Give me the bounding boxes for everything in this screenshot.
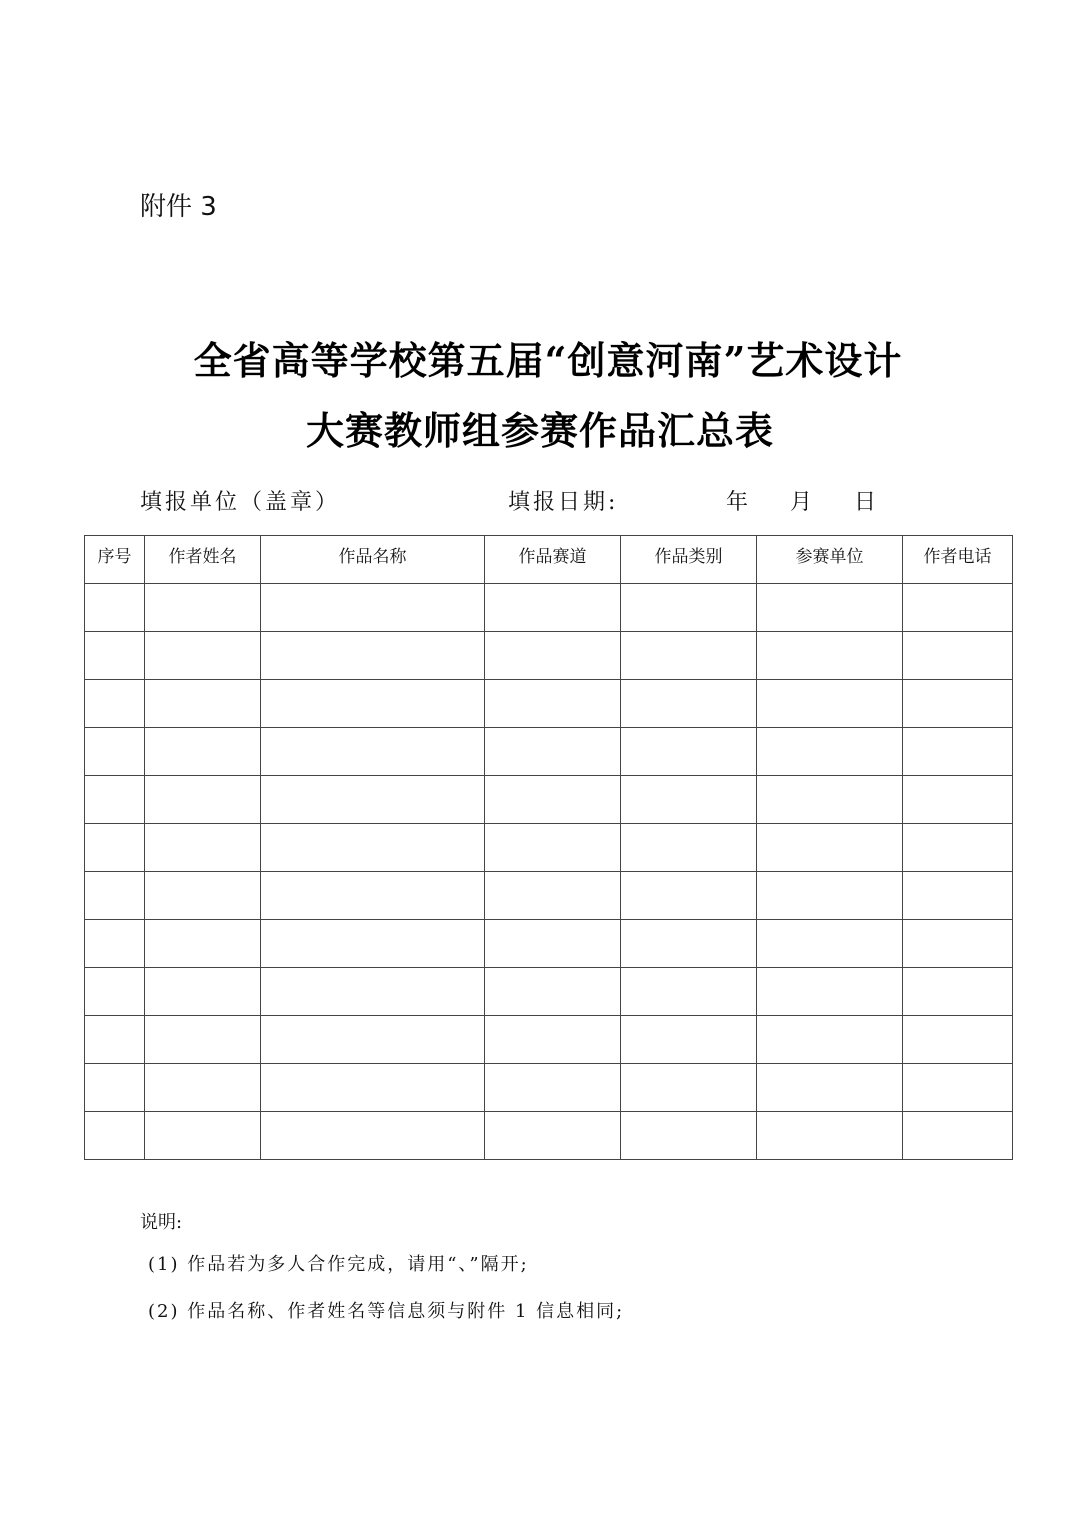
cell-author-phone[interactable]	[903, 680, 1013, 728]
cell-author-name[interactable]	[145, 776, 261, 824]
cell-entrant-unit[interactable]	[757, 1112, 903, 1160]
cell-work-track[interactable]	[485, 824, 621, 872]
cell-work-category[interactable]	[621, 920, 757, 968]
cell-entrant-unit[interactable]	[757, 824, 903, 872]
cell-index[interactable]	[85, 920, 145, 968]
cell-work-track[interactable]	[485, 632, 621, 680]
cell-work-track[interactable]	[485, 728, 621, 776]
cell-work-track[interactable]	[485, 1064, 621, 1112]
table-row	[85, 968, 1013, 1016]
cell-author-name[interactable]	[145, 872, 261, 920]
table-row	[85, 776, 1013, 824]
cell-work-category[interactable]	[621, 1016, 757, 1064]
cell-author-phone[interactable]	[903, 824, 1013, 872]
cell-author-phone[interactable]	[903, 584, 1013, 632]
cell-work-track[interactable]	[485, 776, 621, 824]
fill-date-label: 填报日期:	[508, 490, 619, 515]
cell-work-category[interactable]	[621, 872, 757, 920]
cell-work-title[interactable]	[261, 728, 485, 776]
document-title-line1: 全省高等学校第五届“创意河南”艺术设计	[193, 338, 903, 383]
cell-entrant-unit[interactable]	[757, 584, 903, 632]
cell-work-category[interactable]	[621, 680, 757, 728]
cell-author-phone[interactable]	[903, 1064, 1013, 1112]
cell-work-category[interactable]	[621, 968, 757, 1016]
cell-work-track[interactable]	[485, 584, 621, 632]
table-row	[85, 920, 1013, 968]
cell-author-name[interactable]	[145, 728, 261, 776]
document-title-line2: 大赛教师组参赛作品汇总表	[305, 408, 774, 453]
cell-work-track[interactable]	[485, 872, 621, 920]
cell-entrant-unit[interactable]	[757, 728, 903, 776]
cell-index[interactable]	[85, 1016, 145, 1064]
cell-entrant-unit[interactable]	[757, 872, 903, 920]
table-row	[85, 1112, 1013, 1160]
cell-author-phone[interactable]	[903, 920, 1013, 968]
cell-work-title[interactable]	[261, 824, 485, 872]
cell-entrant-unit[interactable]	[757, 776, 903, 824]
header-work-category: 作品类别	[621, 536, 757, 584]
cell-work-track[interactable]	[485, 968, 621, 1016]
cell-author-phone[interactable]	[903, 968, 1013, 1016]
header-work-track: 作品赛道	[485, 536, 621, 584]
summary-table	[84, 535, 1013, 1160]
cell-author-name[interactable]	[145, 632, 261, 680]
table-row	[85, 584, 1013, 632]
table-row	[85, 872, 1013, 920]
table-row	[85, 680, 1013, 728]
cell-entrant-unit[interactable]	[757, 632, 903, 680]
cell-author-name[interactable]	[145, 824, 261, 872]
cell-entrant-unit[interactable]	[757, 920, 903, 968]
date-year-label: 年	[726, 490, 749, 515]
note-item-1: (1) 作品若为多人合作完成，请用“、”隔开;	[148, 1254, 529, 1275]
cell-work-title[interactable]	[261, 1112, 485, 1160]
cell-index[interactable]	[85, 1112, 145, 1160]
cell-author-name[interactable]	[145, 968, 261, 1016]
cell-work-title[interactable]	[261, 584, 485, 632]
cell-work-title[interactable]	[261, 1064, 485, 1112]
table-row	[85, 1064, 1013, 1112]
fill-unit-label: 填报单位（盖章）	[140, 490, 341, 515]
cell-work-title[interactable]	[261, 776, 485, 824]
cell-author-name[interactable]	[145, 1064, 261, 1112]
header-work-title: 作品名称	[261, 536, 485, 584]
cell-author-name[interactable]	[145, 1016, 261, 1064]
notes-heading: 说明:	[140, 1212, 183, 1233]
cell-work-track[interactable]	[485, 1112, 621, 1160]
cell-author-phone[interactable]	[903, 1112, 1013, 1160]
cell-work-category[interactable]	[621, 728, 757, 776]
table-row	[85, 728, 1013, 776]
cell-work-title[interactable]	[261, 968, 485, 1016]
table-row	[85, 824, 1013, 872]
cell-entrant-unit[interactable]	[757, 968, 903, 1016]
cell-work-category[interactable]	[621, 824, 757, 872]
cell-author-name[interactable]	[145, 920, 261, 968]
table-row	[85, 1016, 1013, 1064]
cell-author-phone[interactable]	[903, 872, 1013, 920]
cell-index[interactable]	[85, 776, 145, 824]
cell-index[interactable]	[85, 632, 145, 680]
cell-work-category[interactable]	[621, 632, 757, 680]
cell-work-category[interactable]	[621, 1064, 757, 1112]
cell-work-title[interactable]	[261, 872, 485, 920]
cell-work-title[interactable]	[261, 680, 485, 728]
cell-author-name[interactable]	[145, 680, 261, 728]
cell-index[interactable]	[85, 680, 145, 728]
cell-work-category[interactable]	[621, 776, 757, 824]
cell-author-phone[interactable]	[903, 1016, 1013, 1064]
attachment-label: 附件 3	[140, 192, 217, 222]
header-index: 序号	[85, 536, 145, 584]
cell-author-phone[interactable]	[903, 776, 1013, 824]
header-author-phone: 作者电话	[903, 536, 1013, 584]
cell-index[interactable]	[85, 968, 145, 1016]
header-entrant-unit: 参赛单位	[757, 536, 903, 584]
cell-work-title[interactable]	[261, 632, 485, 680]
cell-author-phone[interactable]	[903, 728, 1013, 776]
date-day-label: 日	[854, 490, 877, 515]
cell-index[interactable]	[85, 1064, 145, 1112]
cell-author-phone[interactable]	[903, 632, 1013, 680]
cell-work-title[interactable]	[261, 920, 485, 968]
cell-work-track[interactable]	[485, 680, 621, 728]
cell-work-category[interactable]	[621, 584, 757, 632]
cell-entrant-unit[interactable]	[757, 1016, 903, 1064]
cell-work-track[interactable]	[485, 1016, 621, 1064]
header-author-name: 作者姓名	[145, 536, 261, 584]
date-month-label: 月	[790, 490, 813, 515]
cell-index[interactable]	[85, 584, 145, 632]
cell-entrant-unit[interactable]	[757, 680, 903, 728]
cell-work-track[interactable]	[485, 920, 621, 968]
cell-author-name[interactable]	[145, 584, 261, 632]
note-item-2: (2) 作品名称、作者姓名等信息须与附件 1 信息相同;	[148, 1301, 625, 1322]
cell-entrant-unit[interactable]	[757, 1064, 903, 1112]
cell-index[interactable]	[85, 824, 145, 872]
cell-index[interactable]	[85, 728, 145, 776]
cell-work-title[interactable]	[261, 1016, 485, 1064]
cell-work-category[interactable]	[621, 1112, 757, 1160]
table-row	[85, 632, 1013, 680]
cell-author-name[interactable]	[145, 1112, 261, 1160]
table-header-row	[85, 536, 1013, 584]
cell-index[interactable]	[85, 872, 145, 920]
